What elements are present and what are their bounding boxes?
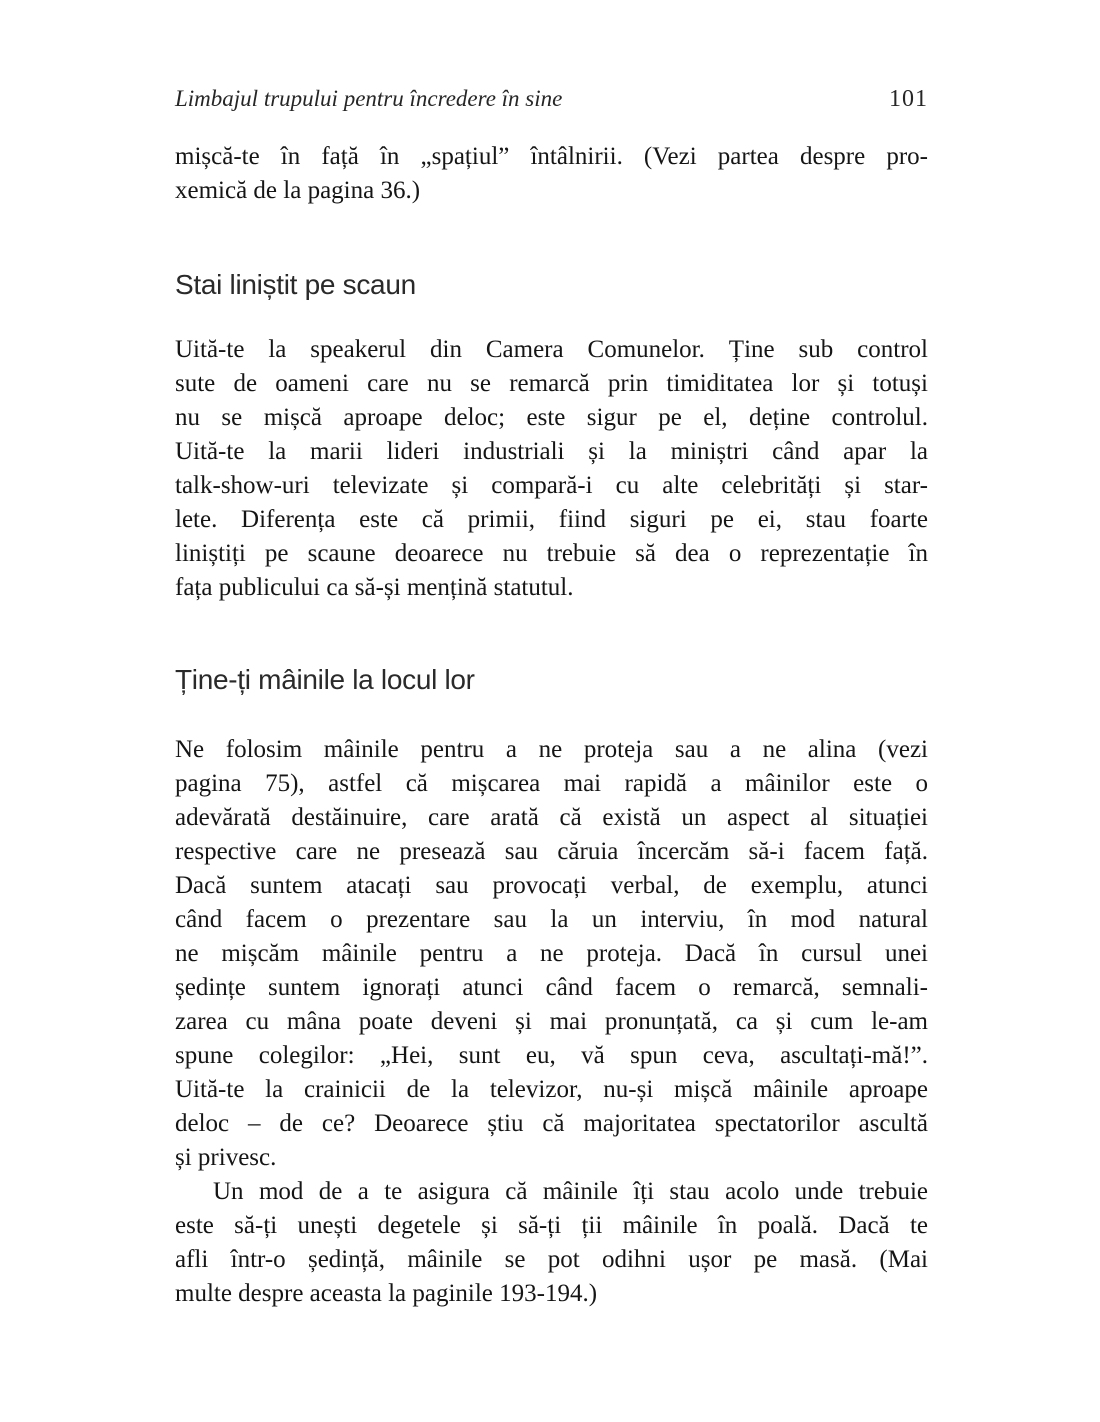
intro-paragraph: [175, 140, 928, 208]
text-line: Uită-te la marii lideri industriali și la miniștri când apar la: [175, 438, 928, 465]
text-line: talk-show-uri televizate și compară-i cu alte celebrități și star-: [175, 472, 928, 499]
section2-paragraph-2: [175, 1175, 928, 1311]
text-line: Un mod de a te asigura că mâinile îți stau acolo unde trebuie: [213, 1178, 928, 1205]
text-line: este să-ți unești degetele și să-ți ții mâinile în poală. Dacă te: [175, 1212, 928, 1239]
section1-paragraph: [175, 333, 928, 605]
page-number: 101: [889, 86, 928, 112]
text-line: lete. Diferența este că primii, fiind siguri pe ei, stau foarte: [175, 506, 928, 533]
section-heading-stai-linistit: Stai liniștit pe scaun: [175, 269, 416, 300]
text-line: pagina 75), astfel că mișcarea mai rapidă a mâinilor este o: [175, 770, 928, 797]
running-title: Limbajul trupului pentru încredere în sine: [175, 86, 563, 111]
text-line: xemică de la pagina 36.): [175, 177, 421, 204]
text-line: sute de oameni care nu se remarcă prin timiditatea lor și totuși: [175, 370, 928, 397]
text-line: și privesc.: [175, 1144, 277, 1171]
page-header: [175, 84, 928, 114]
text-line: ne mișcăm mâinile pentru a ne proteja. Dacă în cursul unei: [175, 940, 928, 967]
text-line: Uită-te la speakerul din Camera Comunelor. Ține sub control: [175, 336, 928, 363]
text-line: mișcă-te în față în „spațiul” întâlnirii. (Vezi partea despre pro-: [175, 143, 928, 170]
text-line: nu se mișcă aproape deloc; este sigur pe el, deține controlul.: [175, 404, 928, 431]
text-line: spune colegilor: „Hei, sunt eu, vă spun ceva, ascultați-mă!”.: [175, 1042, 928, 1069]
text-line: respective care ne presează sau căruia încercăm să-i facem față.: [175, 838, 928, 865]
text-line: zarea cu mâna poate deveni și mai pronunțată, ca și cum le-am: [175, 1008, 928, 1035]
text-line: liniștiți pe scaune deoarece nu trebuie să dea o reprezentație în: [175, 540, 928, 567]
text-line: Ne folosim mâinile pentru a ne proteja sau a ne alina (vezi: [175, 736, 928, 763]
text-line: Dacă suntem atacați sau provocați verbal, de exemplu, atunci: [175, 872, 928, 899]
text-line: Uită-te la crainicii de la televizor, nu-și mișcă mâinile aproape: [175, 1076, 928, 1103]
text-line: multe despre aceasta la paginile 193-194.): [175, 1280, 598, 1307]
section2-paragraph-1: [175, 733, 928, 1175]
text-line: afli într-o ședință, mâinile se pot odihni ușor pe masă. (Mai: [175, 1246, 928, 1273]
text-line: când facem o prezentare sau la un interviu, în mod natural: [175, 906, 928, 933]
text-line: ședințe suntem ignorați atunci când facem o remarcă, semnali-: [175, 974, 928, 1001]
text-line: fața publicului ca să-și mențină statutul.: [175, 574, 574, 601]
text-line: adevărată destăinuire, care arată că există un aspect al situației: [175, 804, 928, 831]
section-heading-tine-ti-mainile: Ține-ți mâinile la locul lor: [175, 664, 475, 695]
text-line: deloc – de ce? Deoarece știu că majoritatea spectatorilor ascultă: [175, 1110, 928, 1137]
